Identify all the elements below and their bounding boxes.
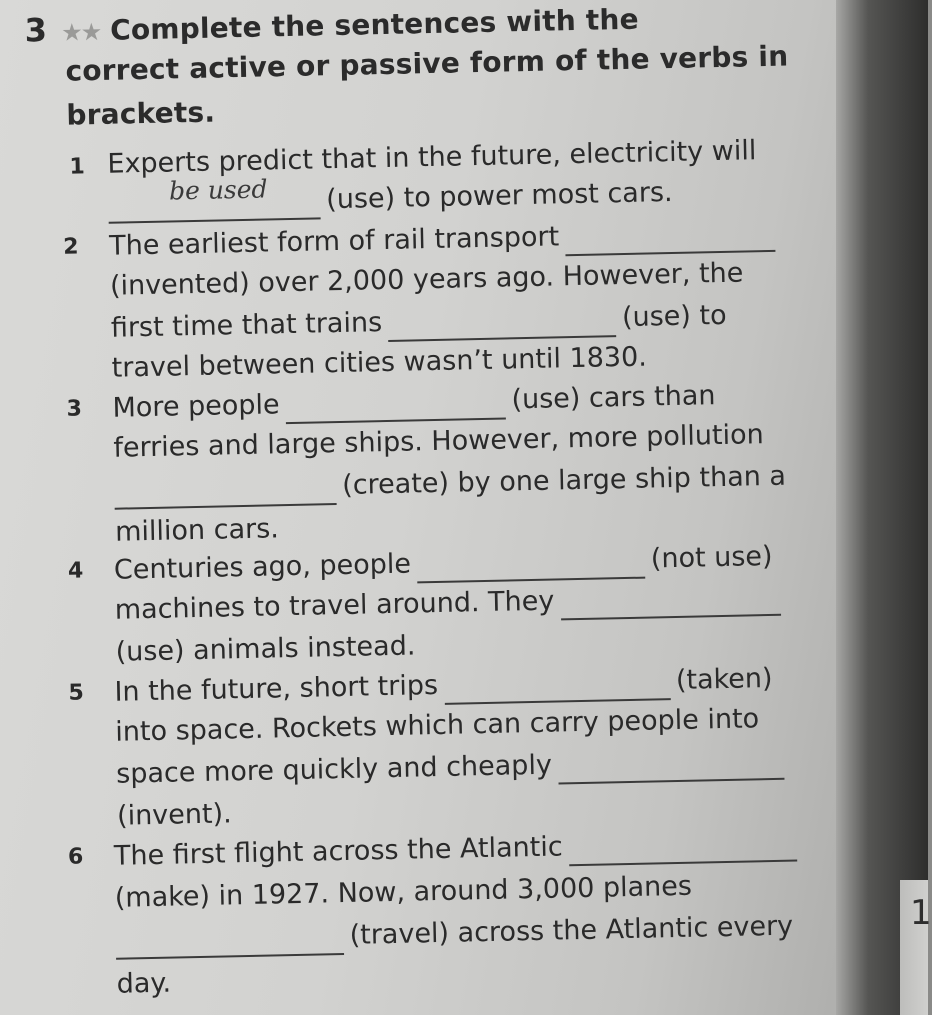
- item-3-line-4: million cars.: [114, 513, 280, 548]
- answer-blank[interactable]: [560, 586, 781, 621]
- item-6-line-2: (make) in 1927. Now, around 3,000 planes: [114, 870, 693, 914]
- answer-blank[interactable]: [388, 307, 617, 342]
- item-3-line-2: ferries and large ships. However, more pollution: [113, 419, 765, 464]
- item-2-line-4: travel between cities wasn’t until 1830.: [111, 341, 648, 384]
- exercise-number: 3: [24, 11, 48, 50]
- item-number: 6: [67, 844, 84, 870]
- item-4-line-2: machines to travel around. They: [114, 578, 786, 630]
- item-5-line-1: In the future, short trips (taken): [114, 662, 773, 708]
- item-2-line-2: (invented) over 2,000 years ago. However, the: [109, 257, 744, 302]
- item-4-line-1: Centuries ago, people (not use): [113, 540, 773, 586]
- answer-blank[interactable]: [568, 832, 797, 867]
- answer-blank[interactable]: [417, 549, 646, 584]
- item-6-line-3: (travel) across the Atlantic every: [115, 908, 793, 960]
- item-5-line-2: into space. Rockets which can carry people into: [115, 703, 760, 748]
- exercise-header: [24, 0, 789, 132]
- difficulty-stars-icon: ★★: [60, 17, 101, 47]
- handwritten-answer: be used: [168, 174, 268, 206]
- answer-blank[interactable]: [285, 390, 506, 425]
- item-number: 5: [68, 680, 85, 706]
- item-2-line-1: The earliest form of rail transport: [109, 214, 782, 266]
- exercise-title-line3: brackets.: [66, 95, 216, 132]
- answer-blank[interactable]: [115, 925, 344, 960]
- item-2-line-3: first time that trains (use) to: [110, 299, 727, 344]
- answer-blank[interactable]: [565, 222, 776, 256]
- answer-blank[interactable]: [114, 475, 337, 510]
- item-4-line-3: (use) animals instead.: [115, 630, 416, 668]
- item-number: 4: [67, 558, 84, 584]
- item-6-line-1: The first flight across the Atlantic: [114, 823, 803, 875]
- item-6-line-4: day.: [116, 967, 172, 1000]
- item-3-line-3: (create) by one large ship than a: [114, 458, 786, 510]
- item-number: 1: [69, 154, 86, 180]
- item-number: 3: [66, 396, 83, 422]
- item-5-line-3: space more quickly and cheaply: [116, 742, 790, 794]
- exercise-title-line1: Complete the sentences with the: [109, 2, 640, 47]
- answer-blank[interactable]: [444, 670, 671, 705]
- page-edge-number: 1: [910, 893, 932, 933]
- item-3-line-1: More people (use) cars than: [112, 380, 716, 424]
- item-number: 2: [62, 234, 79, 260]
- item-5-line-4: (invent).: [116, 798, 232, 832]
- verb-prompt: (use) to power most cars.: [325, 176, 673, 216]
- answer-blank[interactable]: [558, 750, 785, 785]
- exercise-title-line2: correct active or passive form of the verbs in: [65, 39, 789, 88]
- item-1-line-1: Experts predict that in the future, electricity will: [107, 135, 757, 180]
